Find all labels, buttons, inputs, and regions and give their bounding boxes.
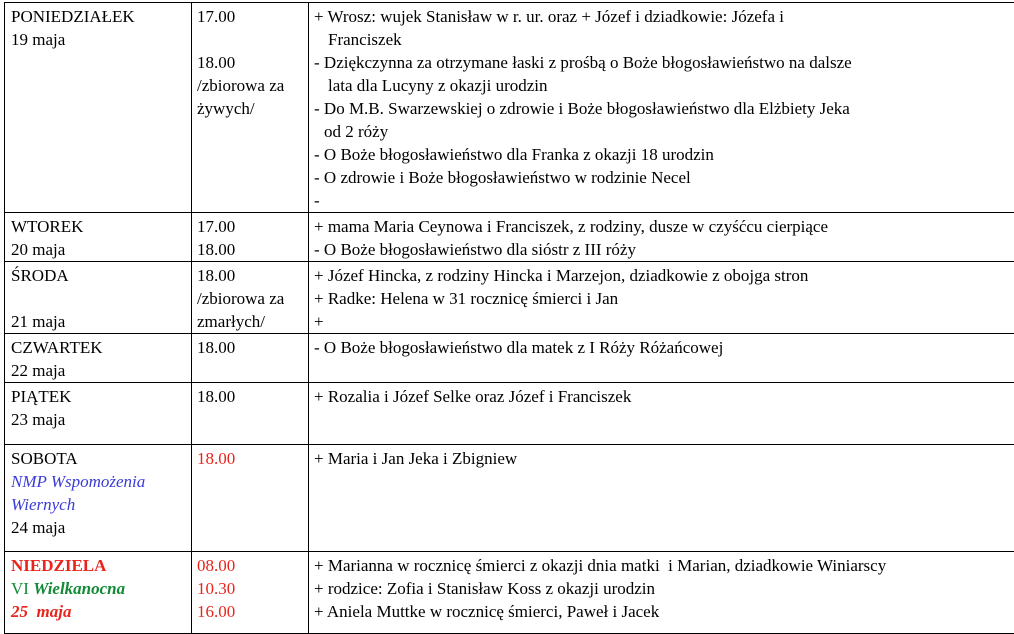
mass-time: 18.00 <box>197 264 303 287</box>
intention: Franciszek <box>314 28 1014 51</box>
intentions-cell <box>309 262 1014 334</box>
mass-note: /zbiorowa za <box>197 287 303 310</box>
day-cell <box>5 213 192 262</box>
intentions-cell <box>309 213 1014 262</box>
intention: od 2 róży <box>314 120 1014 143</box>
mass-time: 18.00 <box>197 385 303 408</box>
intentions-cell <box>309 552 1014 634</box>
feast-name: NMP Wspomożenia <box>11 470 186 493</box>
intention: + Marianna w rocznicę śmierci z okazji dnia matki i Marian, dziadkowie Winiarscy <box>314 554 1014 577</box>
mass-time: 18.00 <box>197 447 303 470</box>
day-cell <box>5 552 192 634</box>
intentions-cell <box>309 383 1014 445</box>
day-date: 21 maja <box>11 310 186 333</box>
day-cell <box>5 445 192 552</box>
mass-time: 10.30 <box>197 577 303 600</box>
mass-intentions-table <box>4 2 1014 634</box>
day-name: CZWARTEK <box>11 336 186 359</box>
day-name: NIEDZIELA <box>11 554 186 577</box>
intentions-cell <box>309 334 1014 383</box>
table-row <box>5 334 1014 383</box>
intention: - Do M.B. Swarzewskiej o zdrowie i Boże błogosławieństwo dla Elżbiety Jeka <box>314 97 1014 120</box>
intention: - Dziękczynna za otrzymane łaski z prośbą o Boże błogosławieństwo na dalsze <box>314 51 1014 74</box>
intentions-cell <box>309 445 1014 552</box>
mass-note: żywych/ <box>197 97 303 120</box>
intention: - O Boże błogosławieństwo dla Franka z okazji 18 urodzin <box>314 143 1014 166</box>
table-row <box>5 3 1014 213</box>
table-row <box>5 552 1014 634</box>
intention: - O zdrowie i Boże błogosławieństwo w rodzinie Necel <box>314 166 1014 189</box>
day-name: WTOREK <box>11 215 186 238</box>
time-cell <box>192 552 309 634</box>
mass-time: 18.00 <box>197 238 303 261</box>
feast-prefix: VI <box>11 579 33 598</box>
intention: + <box>314 310 1014 333</box>
feast-name: Wiernych <box>11 493 186 516</box>
time-cell <box>192 262 309 334</box>
mass-note: /zbiorowa za <box>197 74 303 97</box>
time-cell <box>192 334 309 383</box>
mass-time: 18.00 <box>197 336 303 359</box>
mass-time: 18.00 <box>197 51 303 74</box>
intention: + Rozalia i Józef Selke oraz Józef i Franciszek <box>314 385 1014 408</box>
day-cell <box>5 383 192 445</box>
day-name: ŚRODA <box>11 264 186 287</box>
intention: - O Boże błogosławieństwo dla sióstr z III róży <box>314 238 1014 261</box>
table-row <box>5 383 1014 445</box>
day-name: PIĄTEK <box>11 385 186 408</box>
day-name: SOBOTA <box>11 447 186 470</box>
time-cell <box>192 383 309 445</box>
intentions-cell <box>309 3 1014 213</box>
intention: + Wrosz: wujek Stanisław w r. ur. oraz + Józef i dziadkowie: Józefa i <box>314 5 1014 28</box>
mass-time: 08.00 <box>197 554 303 577</box>
mass-time: 16.00 <box>197 600 303 623</box>
day-date: 22 maja <box>11 359 186 382</box>
intention: + Maria i Jan Jeka i Zbigniew <box>314 447 1014 470</box>
intention: lata dla Lucyny z okazji urodzin <box>314 74 1014 97</box>
intention: + Józef Hincka, z rodziny Hincka i Marzejon, dziadkowie z obojga stron <box>314 264 1014 287</box>
time-cell <box>192 213 309 262</box>
mass-note: zmarłych/ <box>197 310 303 333</box>
intention: + mama Maria Ceynowa i Franciszek, z rodziny, dusze w czyśćcu cierpiące <box>314 215 1014 238</box>
intention: + rodzice: Zofia i Stanisław Koss z okazji urodzin <box>314 577 1014 600</box>
day-date: 24 maja <box>11 516 186 539</box>
intention: - O Boże błogosławieństwo dla matek z I Róży Różańcowej <box>314 336 1014 359</box>
intention: - <box>314 189 1014 212</box>
time-cell <box>192 445 309 552</box>
table-row <box>5 445 1014 552</box>
intention: + Radke: Helena w 31 rocznicę śmierci i Jan <box>314 287 1014 310</box>
feast-main: Wielkanocna <box>33 579 125 598</box>
day-name: PONIEDZIAŁEK <box>11 5 186 28</box>
day-cell <box>5 3 192 213</box>
table-row <box>5 262 1014 334</box>
feast-name <box>11 577 186 600</box>
day-cell <box>5 334 192 383</box>
intention: + Aniela Muttke w rocznicę śmierci, Paweł i Jacek <box>314 600 1014 623</box>
day-date: 20 maja <box>11 238 186 261</box>
time-cell <box>192 3 309 213</box>
day-date: 25 maja <box>11 600 186 623</box>
day-date: 23 maja <box>11 408 186 431</box>
day-date: 19 maja <box>11 28 186 51</box>
day-cell <box>5 262 192 334</box>
mass-time: 17.00 <box>197 215 303 238</box>
mass-time: 17.00 <box>197 5 303 28</box>
table-row <box>5 213 1014 262</box>
